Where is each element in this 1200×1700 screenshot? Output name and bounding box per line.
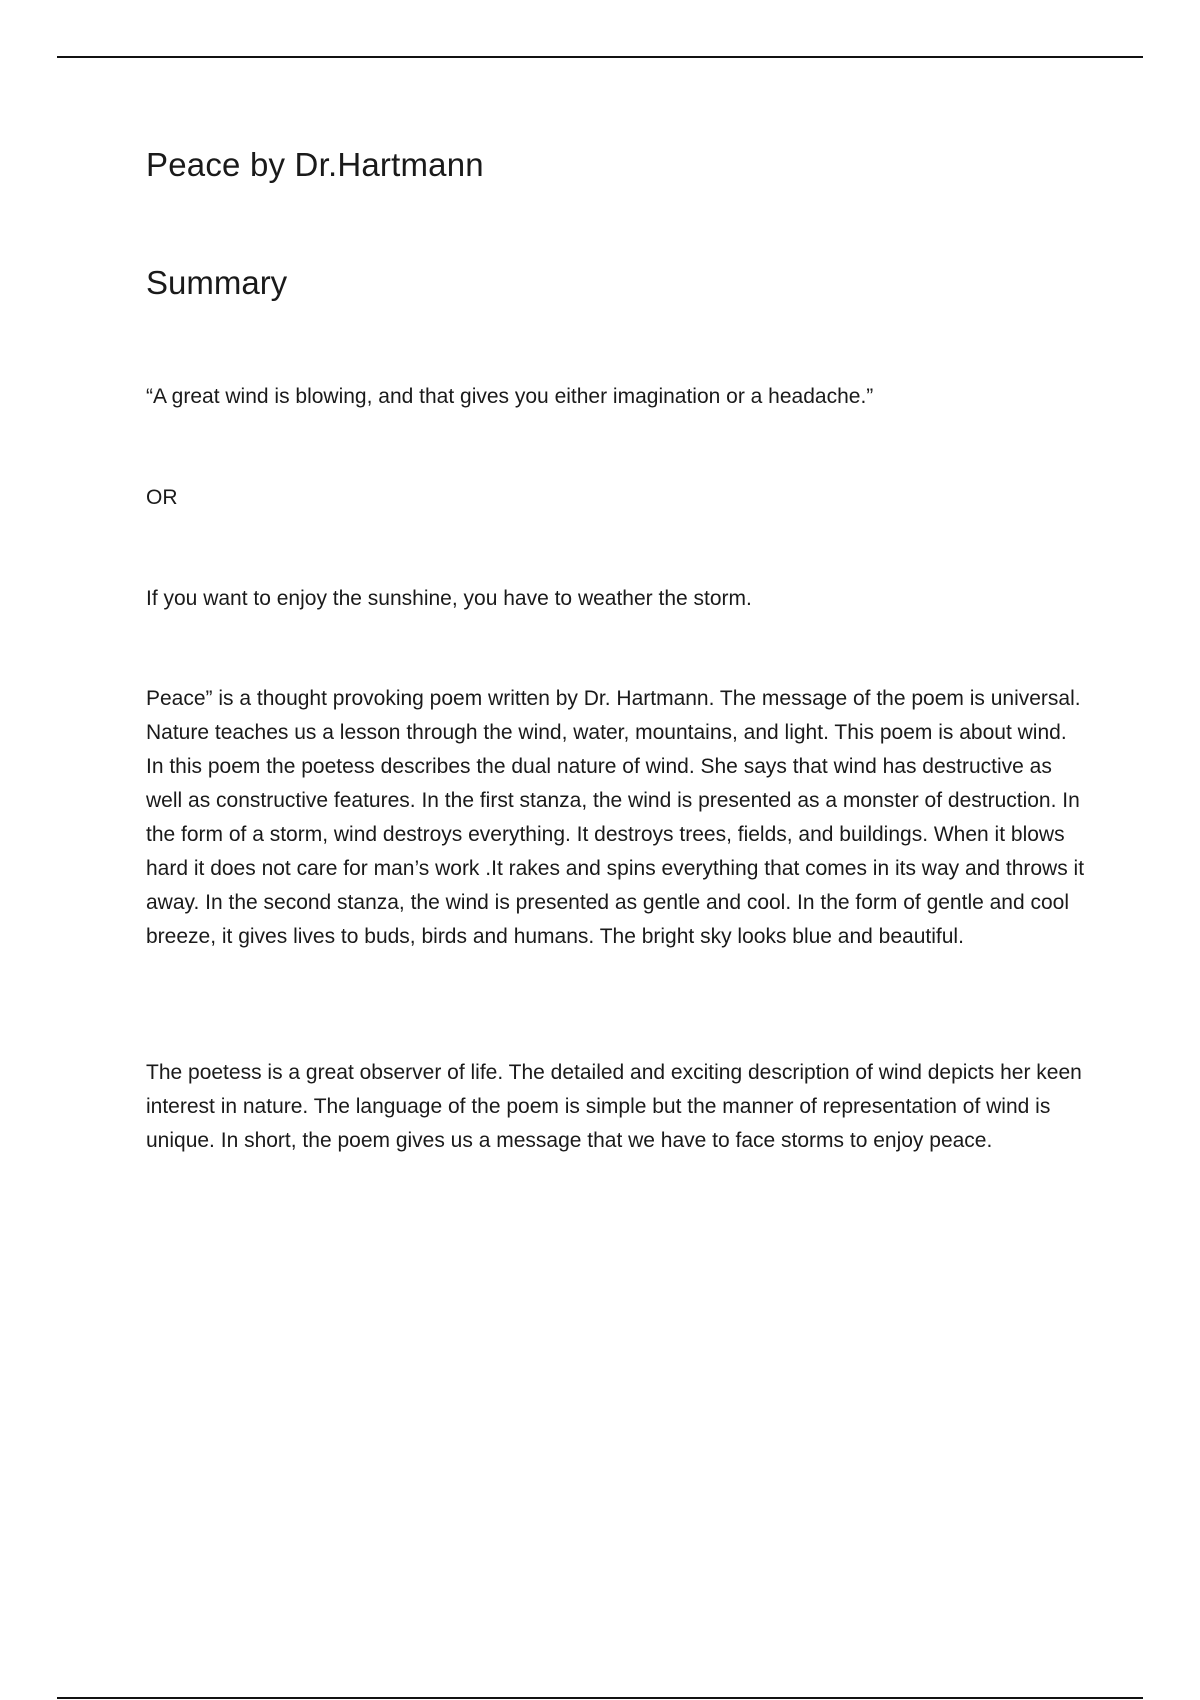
or-paragraph: OR	[146, 486, 178, 509]
summary-paragraph: Peace” is a thought provoking poem written by Dr. Hartmann. The message of the poem is universal. Nature teaches us a lesson through the wind, water, mountains, and light. This poem is about wind. In this poem the poetess describes the dual nature of wind. She says that wind has destructive as well as constructive features. In the first stanza, the wind is presented as a monster of destruction. In the form of a storm, wind destroys everything. It destroys trees, fields, and buildings. When it blows hard it does not care for man’s work .It rakes and spins everything that comes in its way and throws it away. In the second stanza, the wind is presented as gentle and cool. In the form of gentle and cool breeze, it gives lives to buds, birds and humans. The bright sky looks blue and beautiful.	[146, 687, 1085, 948]
sunshine-paragraph: If you want to enjoy the sunshine, you have to weather the storm.	[146, 587, 752, 610]
document-title: Peace by Dr.Hartmann	[146, 146, 484, 183]
top-rule	[57, 56, 1143, 58]
quote-paragraph: “A great wind is blowing, and that gives you either imagination or a headache.”	[146, 385, 874, 408]
observation-paragraph: The poetess is a great observer of life. The detailed and exciting description of wind depicts her keen interest in nature. The language of the poem is simple but the manner of representation of wind is unique. In short, the poem gives us a message that we have to face storms to enjoy peace.	[146, 1061, 1082, 1152]
section-heading: Summary	[146, 264, 288, 301]
bottom-rule	[57, 1697, 1143, 1699]
